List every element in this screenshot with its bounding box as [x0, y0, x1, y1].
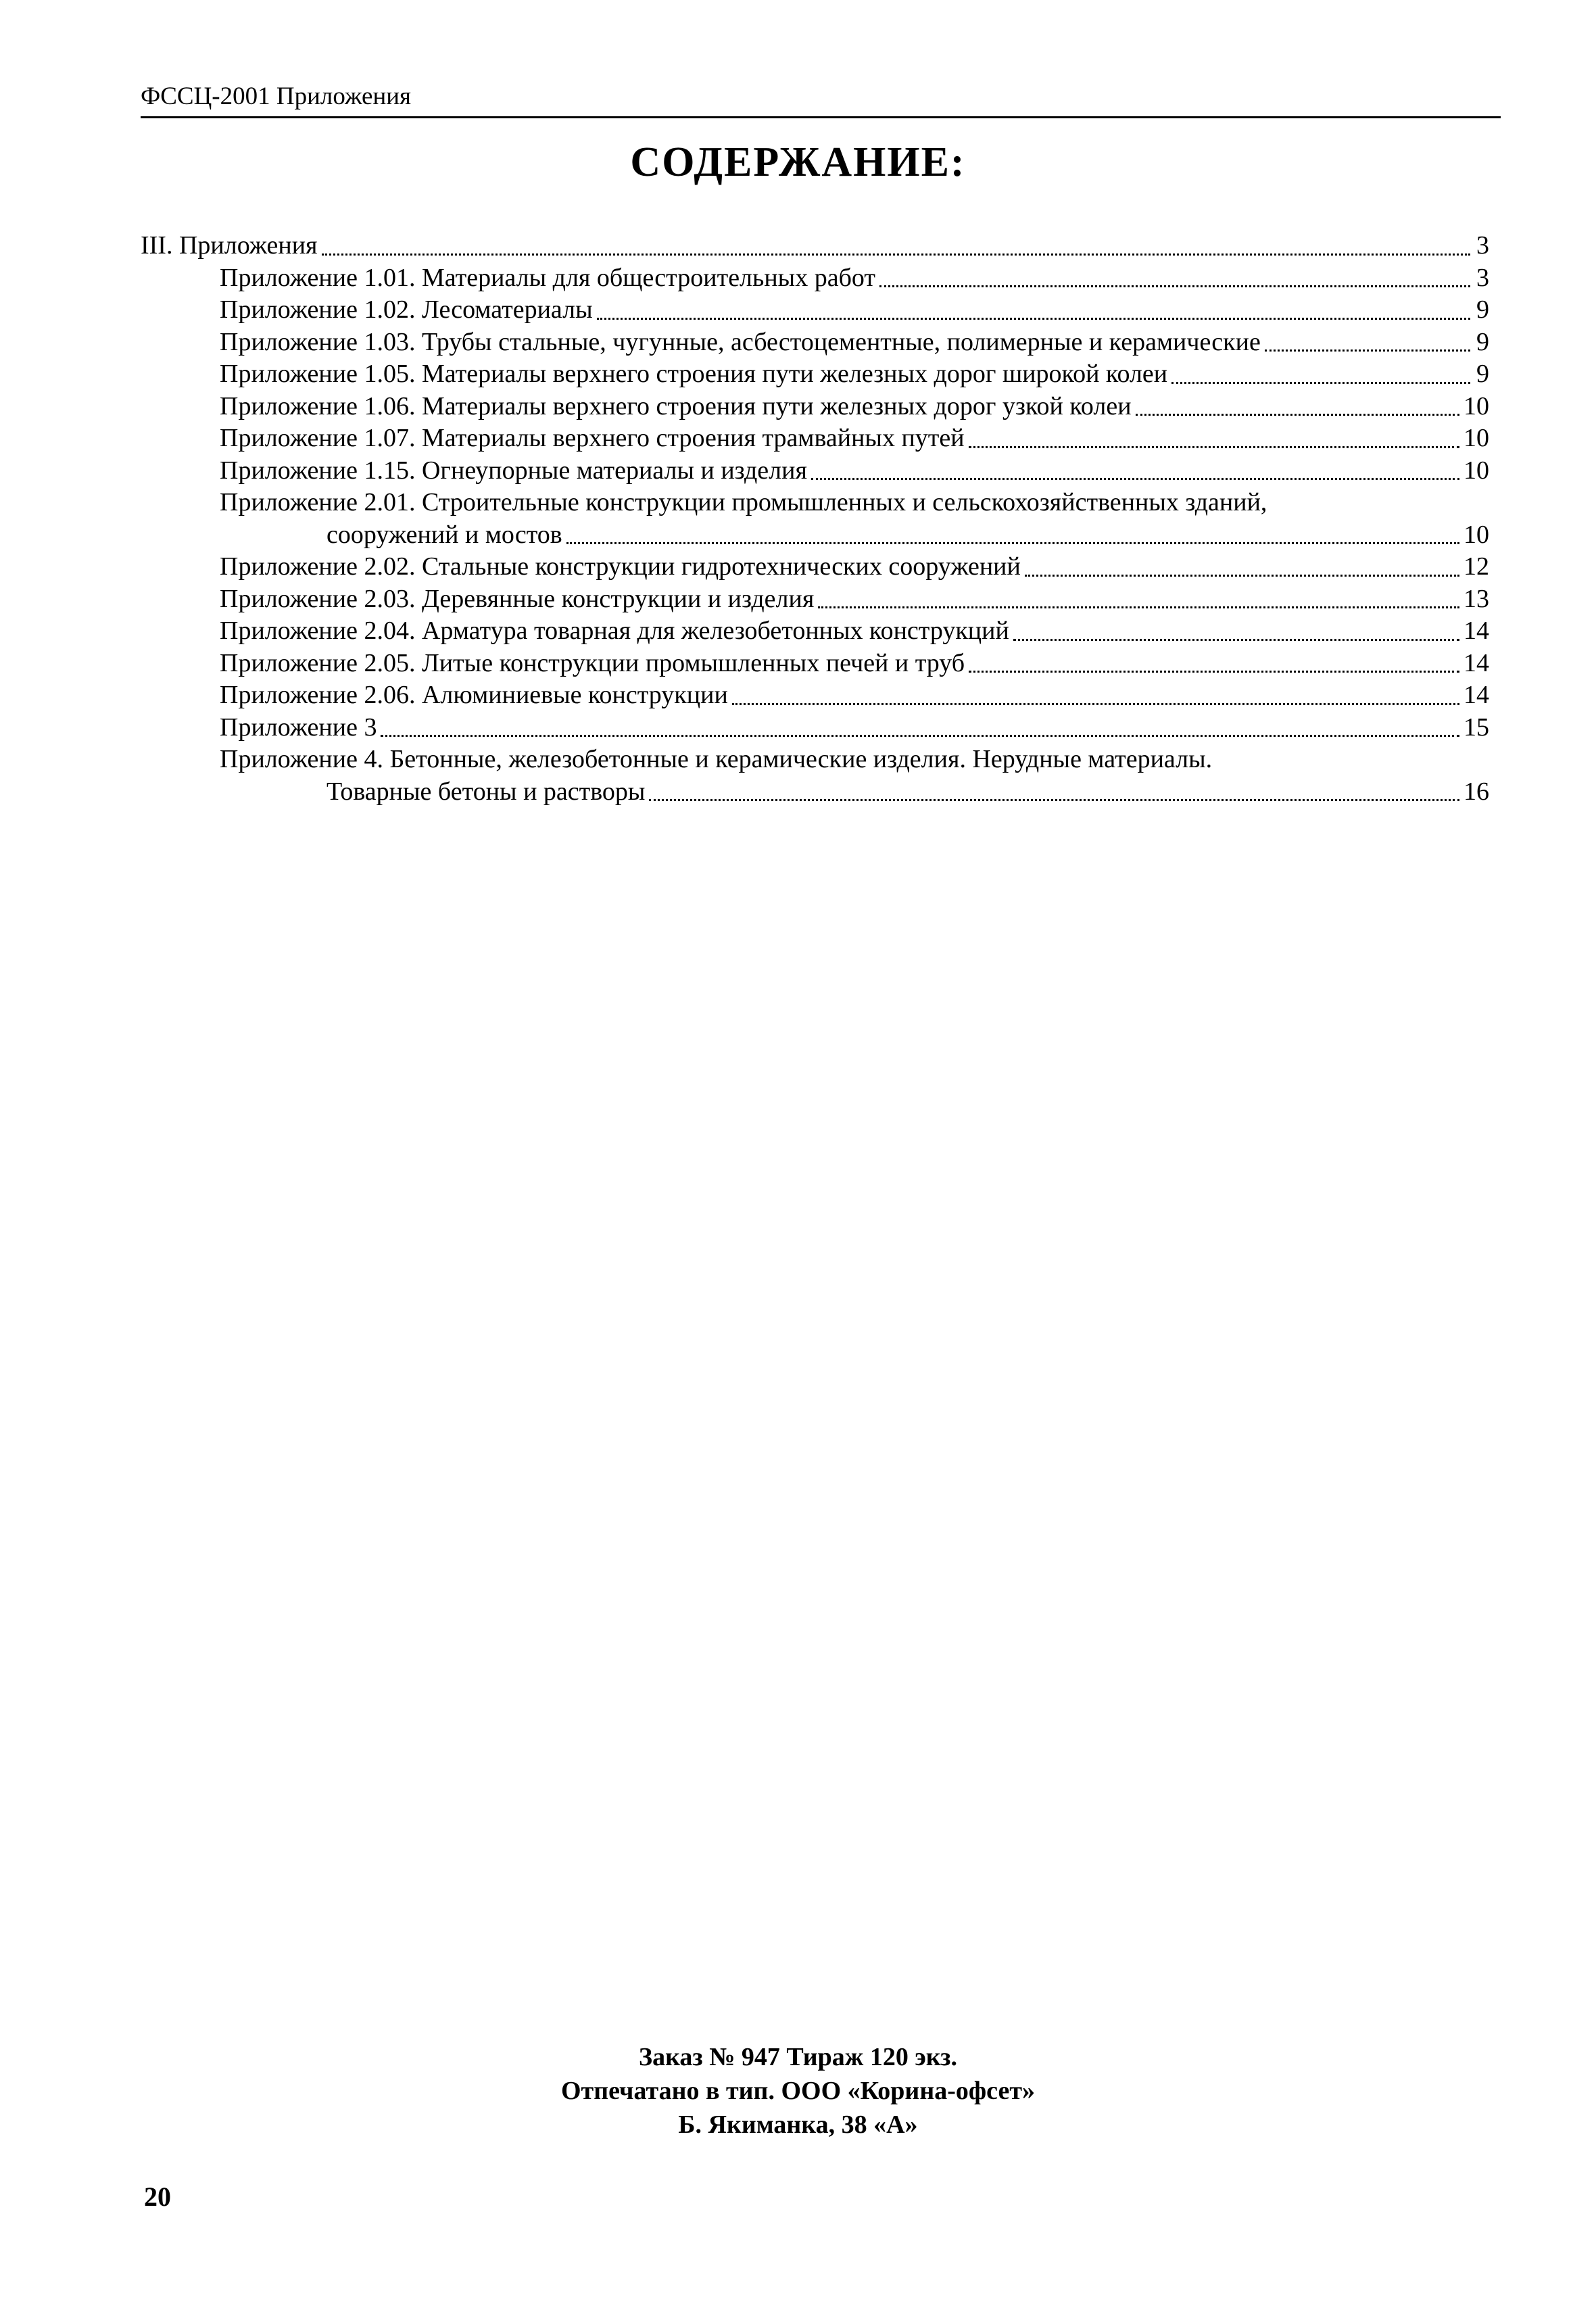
toc-entry-title: Приложение 2.04. Арматура товарная для железобетонных конструкций — [220, 617, 1009, 645]
toc-leader — [1171, 382, 1470, 384]
toc-entry[interactable] — [141, 230, 1489, 262]
running-header: ФССЦ-2001 Приложения — [141, 80, 1501, 118]
table-of-contents — [141, 230, 1489, 808]
toc-entry-title: Приложение 4. Бетонные, железобетонные и керамические изделия. Нерудные материалы. — [220, 745, 1213, 773]
toc-entry[interactable] — [141, 615, 1489, 648]
toc-leader — [879, 285, 1470, 287]
toc-entry[interactable] — [141, 327, 1489, 359]
toc-entry-title: Приложение 1.06. Материалы верхнего строения пути железных дорог узкой колеи — [220, 391, 1132, 420]
page-title: СОДЕРЖАНИЕ: — [630, 139, 966, 185]
toc-leader — [381, 735, 1459, 737]
toc-entry-title: Приложение 2.05. Литые конструкции промышленных печей и труб — [220, 648, 965, 677]
toc-entry[interactable] — [141, 648, 1489, 680]
toc-page-number: 13 — [1464, 584, 1489, 613]
toc-entry[interactable] — [141, 262, 1489, 295]
toc-leader — [969, 671, 1459, 673]
toc-page-number: 14 — [1464, 681, 1489, 709]
toc-entry-title: Приложение 1.07. Материалы верхнего строения трамвайных путей — [220, 424, 965, 452]
toc-page-number: 10 — [1464, 424, 1489, 452]
toc-entry[interactable] — [141, 294, 1489, 327]
page-number: 20 — [144, 2181, 171, 2212]
toc-entry-title: Приложение 1.15. Огнеупорные материалы и изделия — [220, 456, 807, 485]
toc-page-number: 10 — [1464, 456, 1489, 485]
toc-page-number: 10 — [1464, 391, 1489, 420]
toc-entry-title: Приложение 2.03. Деревянные конструкции и изделия — [220, 584, 815, 613]
toc-entry[interactable] — [141, 583, 1489, 616]
toc-entry-title: Приложение 2.01. Строительные конструкции промышленных и сельскохозяйственных зданий, — [220, 488, 1267, 516]
toc-entry-first-line[interactable] — [141, 487, 1489, 519]
toc-entry[interactable] — [141, 358, 1489, 391]
toc-entry[interactable] — [141, 455, 1489, 487]
toc-entry-continuation[interactable] — [141, 519, 1489, 552]
toc-entry-title-continued: Товарные бетоны и растворы — [327, 777, 646, 806]
toc-entry[interactable] — [141, 423, 1489, 455]
toc-page-number: 3 — [1476, 231, 1489, 260]
toc-leader — [969, 446, 1459, 448]
toc-leader — [732, 703, 1459, 705]
toc-page-number: 16 — [1464, 777, 1489, 806]
toc-entry-title-continued: сооружений и мостов — [327, 520, 562, 549]
toc-entry-title: Приложение 2.02. Стальные конструкции гидротехнических сооружений — [220, 552, 1021, 581]
toc-leader — [818, 606, 1459, 608]
toc-page-number: 9 — [1476, 295, 1489, 324]
toc-entry-first-line[interactable] — [141, 744, 1489, 776]
toc-page-number: 9 — [1476, 360, 1489, 388]
toc-entry-title: Приложение 1.05. Материалы верхнего строения пути железных дорог широкой колеи — [220, 360, 1168, 388]
toc-leader — [597, 318, 1470, 320]
toc-entry-title: Приложение 1.03. Трубы стальные, чугунные, асбестоцементные, полимерные и керамические — [220, 327, 1261, 356]
toc-page-number: 10 — [1464, 520, 1489, 549]
toc-entry[interactable] — [141, 391, 1489, 423]
toc-page-number: 3 — [1476, 263, 1489, 292]
toc-page-number: 15 — [1464, 713, 1489, 742]
imprint-printer-line: Отпечатано в тип. ООО «Корина-офсет» — [560, 2077, 1036, 2105]
toc-entry-title: Приложение 1.01. Материалы для общестроительных работ — [220, 263, 876, 292]
toc-page-number: 14 — [1464, 648, 1489, 677]
toc-page-number: 9 — [1476, 327, 1489, 356]
toc-entry-title: Приложение 3 — [220, 713, 377, 742]
toc-leader — [1265, 349, 1470, 352]
toc-entry-title: Приложение 2.06. Алюминиевые конструкции — [220, 681, 728, 709]
toc-entry[interactable] — [141, 679, 1489, 712]
toc-entry-continuation[interactable] — [141, 776, 1489, 809]
toc-page-number: 12 — [1464, 552, 1489, 581]
toc-page-number: 14 — [1464, 617, 1489, 645]
toc-leader — [1025, 575, 1459, 577]
toc-entry-title: III. Приложения — [141, 231, 318, 260]
toc-entry-title: Приложение 1.02. Лесоматериалы — [220, 295, 593, 324]
toc-leader — [649, 799, 1459, 801]
imprint-order-line: Заказ № 947 Тираж 120 экз. — [639, 2043, 957, 2071]
toc-leader — [811, 478, 1459, 480]
toc-leader — [1136, 414, 1459, 416]
toc-leader — [566, 542, 1459, 544]
imprint-address-line: Б. Якиманка, 38 «А» — [678, 2110, 918, 2139]
toc-leader — [1013, 639, 1459, 641]
imprint — [0, 2040, 1596, 2142]
toc-entry[interactable] — [141, 551, 1489, 583]
toc-entry[interactable] — [141, 712, 1489, 744]
toc-leader — [322, 254, 1470, 256]
